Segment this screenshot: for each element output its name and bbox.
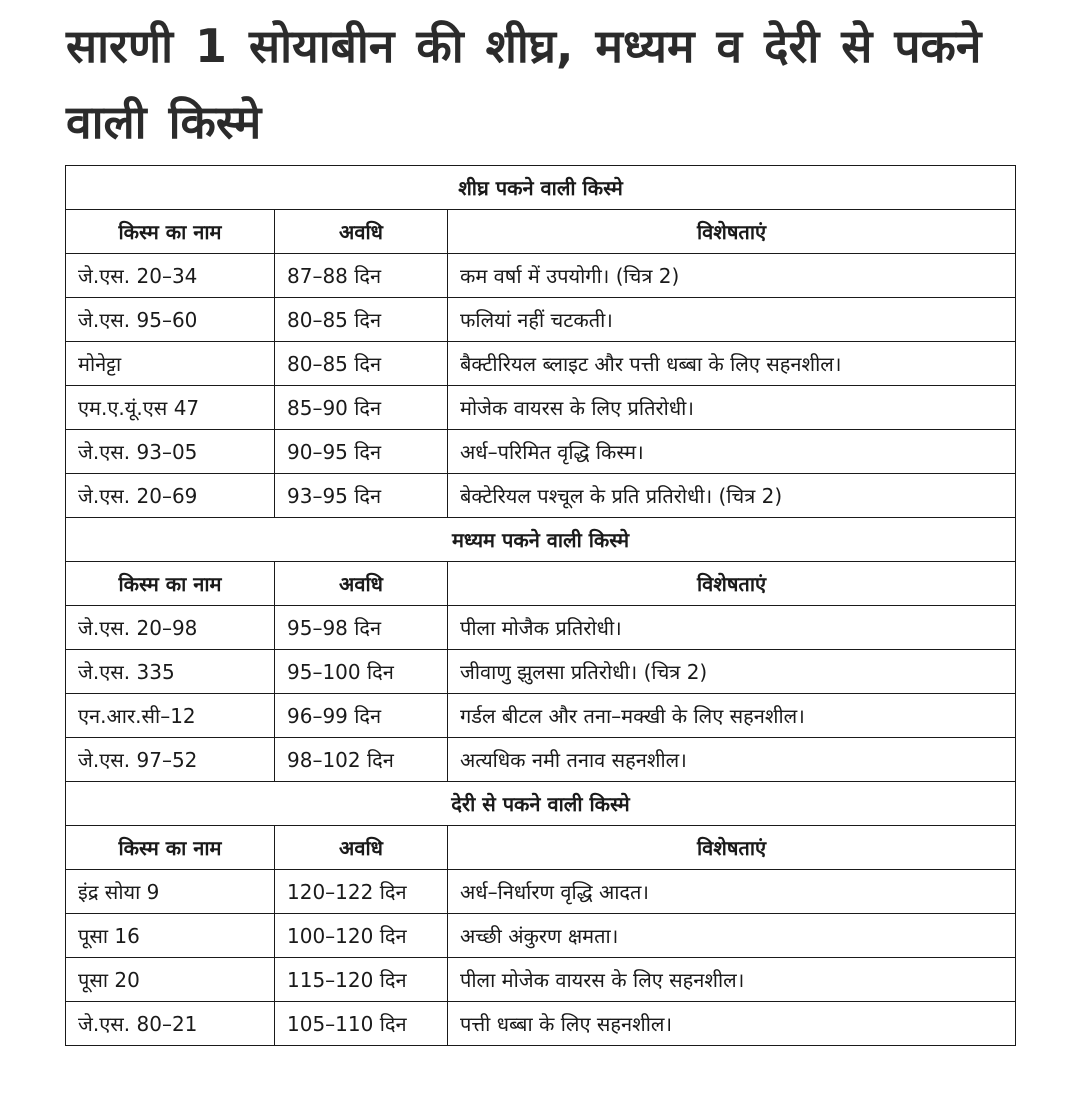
features-cell: अर्ध–निर्धारण वृद्धि आदत। [448, 870, 1016, 914]
variety-name-cell: पूसा 16 [66, 914, 275, 958]
variety-name-cell: जे.एस. 20–98 [66, 606, 275, 650]
table-row [66, 694, 1016, 738]
soybean-varieties-table [65, 165, 1016, 1046]
variety-name-cell: जे.एस. 93–05 [66, 430, 275, 474]
features-cell: बेक्टेरियल पश्चूल के प्रति प्रतिरोधी। (चित्र 2) [448, 474, 1016, 518]
column-header-features: विशेषताएं [448, 826, 1016, 870]
table-row [66, 298, 1016, 342]
duration-cell: 105–110 दिन [275, 1002, 448, 1046]
duration-cell: 98–102 दिन [275, 738, 448, 782]
table-row [66, 738, 1016, 782]
features-cell: मोजेक वायरस के लिए प्रतिरोधी। [448, 386, 1016, 430]
variety-name-cell: जे.एस. 80–21 [66, 1002, 275, 1046]
duration-cell: 85–90 दिन [275, 386, 448, 430]
duration-cell: 93–95 दिन [275, 474, 448, 518]
section-heading-row [66, 166, 1016, 210]
column-header-row [66, 826, 1016, 870]
duration-cell: 90–95 दिन [275, 430, 448, 474]
table-row [66, 650, 1016, 694]
column-header-name: किस्म का नाम [66, 826, 275, 870]
features-cell: गर्डल बीटल और तना–मक्खी के लिए सहनशील। [448, 694, 1016, 738]
section-heading: शीघ्र पकने वाली किस्मे [66, 166, 1016, 210]
features-cell: पीला मोजैक प्रतिरोधी। [448, 606, 1016, 650]
table-row [66, 430, 1016, 474]
variety-name-cell: जे.एस. 20–34 [66, 254, 275, 298]
duration-cell: 95–100 दिन [275, 650, 448, 694]
column-header-duration: अवधि [275, 826, 448, 870]
table-row [66, 870, 1016, 914]
duration-cell: 115–120 दिन [275, 958, 448, 1002]
duration-cell: 100–120 दिन [275, 914, 448, 958]
duration-cell: 80–85 दिन [275, 298, 448, 342]
section-heading-row [66, 518, 1016, 562]
variety-name-cell: जे.एस. 335 [66, 650, 275, 694]
features-cell: अर्ध–परिमित वृद्धि किस्म। [448, 430, 1016, 474]
column-header-duration: अवधि [275, 562, 448, 606]
duration-cell: 95–98 दिन [275, 606, 448, 650]
duration-cell: 96–99 दिन [275, 694, 448, 738]
section-heading: देरी से पकने वाली किस्मे [66, 782, 1016, 826]
table-row [66, 474, 1016, 518]
variety-name-cell: जे.एस. 97–52 [66, 738, 275, 782]
variety-name-cell: एन.आर.सी–12 [66, 694, 275, 738]
duration-cell: 120–122 दिन [275, 870, 448, 914]
table-row [66, 386, 1016, 430]
variety-name-cell: एम.ए.यूं.एस 47 [66, 386, 275, 430]
table-row [66, 914, 1016, 958]
features-cell: अत्यधिक नमी तनाव सहनशील। [448, 738, 1016, 782]
features-cell: बैक्टीरियल ब्लाइट और पत्ती धब्बा के लिए सहनशील। [448, 342, 1016, 386]
variety-name-cell: जे.एस. 95–60 [66, 298, 275, 342]
column-header-features: विशेषताएं [448, 562, 1016, 606]
table-row [66, 1002, 1016, 1046]
section-heading-row [66, 782, 1016, 826]
duration-cell: 87–88 दिन [275, 254, 448, 298]
features-cell: फलियां नहीं चटकती। [448, 298, 1016, 342]
column-header-features: विशेषताएं [448, 210, 1016, 254]
table-row [66, 958, 1016, 1002]
column-header-name: किस्म का नाम [66, 210, 275, 254]
variety-name-cell: मोनेट्टा [66, 342, 275, 386]
section-heading: मध्यम पकने वाली किस्मे [66, 518, 1016, 562]
table-row [66, 254, 1016, 298]
table-body [66, 166, 1016, 1046]
variety-name-cell: जे.एस. 20–69 [66, 474, 275, 518]
column-header-row [66, 562, 1016, 606]
column-header-row [66, 210, 1016, 254]
table-row [66, 606, 1016, 650]
table-row [66, 342, 1016, 386]
column-header-name: किस्म का नाम [66, 562, 275, 606]
features-cell: पत्ती धब्बा के लिए सहनशील। [448, 1002, 1016, 1046]
duration-cell: 80–85 दिन [275, 342, 448, 386]
page-title: सारणी 1 सोयाबीन की शीघ्र, मध्यम व देरी से पकने वाली किस्मे [66, 19, 982, 149]
column-header-duration: अवधि [275, 210, 448, 254]
variety-name-cell: पूसा 20 [66, 958, 275, 1002]
features-cell: पीला मोजेक वायरस के लिए सहनशील। [448, 958, 1016, 1002]
features-cell: अच्छी अंकुरण क्षमता। [448, 914, 1016, 958]
features-cell: कम वर्षा में उपयोगी। (चित्र 2) [448, 254, 1016, 298]
features-cell: जीवाणु झुलसा प्रतिरोधी। (चित्र 2) [448, 650, 1016, 694]
variety-name-cell: इंद्र सोया 9 [66, 870, 275, 914]
